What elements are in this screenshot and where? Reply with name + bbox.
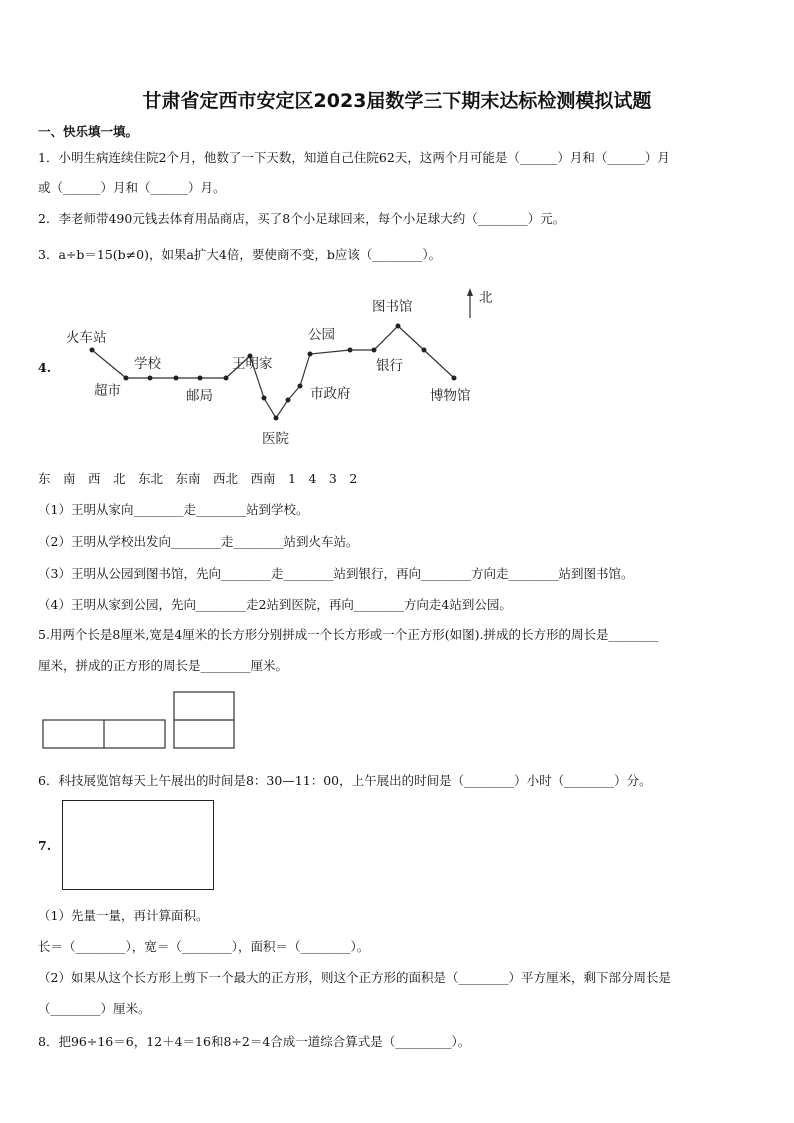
label-wangming-home: 王明家 bbox=[232, 356, 273, 372]
question-7-2-line-1: （2）如果从这个长方形上剪下一个最大的正方形，则这个正方形的面积是（________）平方厘米，剩下部分周长是 bbox=[38, 970, 671, 985]
question-7-1: （1）先量一量，再计算面积。 bbox=[38, 908, 209, 923]
measure-rectangle bbox=[62, 800, 214, 890]
question-7-1-answers: 长＝（________），宽＝（________），面积＝（________）。 bbox=[38, 939, 370, 954]
label-north: 北 bbox=[479, 290, 493, 306]
question-4-2: （2）王明从学校出发向________走________站到火车站。 bbox=[38, 534, 359, 549]
page-title: 甘肃省定西市安定区2023届数学三下期末达标检测模拟试题 bbox=[142, 90, 652, 112]
label-museum: 博物馆 bbox=[430, 388, 471, 404]
label-train-station: 火车站 bbox=[66, 330, 107, 346]
route-map bbox=[0, 280, 794, 450]
question-4-4: （4）王明从家到公园，先向________走2站到医院，再向________方向走4站到公园。 bbox=[38, 597, 512, 612]
label-school: 学校 bbox=[134, 356, 161, 372]
question-5-line-1: 5.用两个长是8厘米,宽是4厘米的长方形分别拼成一个长方形或一个正方形(如图).拼成的长方形的周长是________ bbox=[38, 627, 659, 642]
question-2: 2．李老师带490元钱去体育用品商店，买了8个小足球回来，每个小足球大约（________）元。 bbox=[38, 211, 566, 226]
question-4-1: （1）王明从家向________走________站到学校。 bbox=[38, 502, 309, 517]
question-4-3: （3）王明从公园到图书馆，先向________走________站到银行，再向________方向走________站到图书馆。 bbox=[38, 566, 634, 581]
question-1-line-1: 1．小明生病连续住院2个月，他数了一下天数，知道自己住院62天，这两个月可能是（______）月和（______）月 bbox=[38, 150, 670, 165]
section-heading: 一、快乐填一填。 bbox=[38, 124, 139, 139]
rectangle-figures bbox=[40, 690, 240, 750]
label-supermarket: 超市 bbox=[94, 383, 121, 399]
label-post-office: 邮局 bbox=[186, 388, 213, 404]
label-city-hall: 市政府 bbox=[310, 386, 351, 402]
question-3: 3．a÷b＝15(b≠0)，如果a扩大4倍，要使商不变，b应该（________）。 bbox=[38, 247, 442, 262]
question-7-2-line-2: （________）厘米。 bbox=[38, 1001, 151, 1016]
north-arrow-head bbox=[467, 288, 473, 296]
label-library: 图书馆 bbox=[372, 299, 413, 315]
question-8: 8．把96÷16＝6，12＋4＝16和8÷2＝4合成一道综合算式是（_________）。 bbox=[38, 1034, 471, 1049]
question-7-number: 7. bbox=[38, 838, 52, 853]
question-5-line-2: 厘米，拼成的正方形的周长是________厘米。 bbox=[38, 658, 289, 673]
label-park: 公园 bbox=[308, 327, 335, 343]
label-bank: 银行 bbox=[376, 358, 403, 374]
word-bank: 东 南 西 北 东北 东南 西北 西南 1 4 3 2 bbox=[38, 471, 358, 486]
question-4-number: 4. bbox=[38, 360, 52, 375]
question-1-line-2: 或（______）月和（______）月。 bbox=[38, 180, 226, 195]
question-6: 6．科技展览馆每天上午展出的时间是8：30—11：00，上午展出的时间是（________）小时（________）分。 bbox=[38, 773, 652, 788]
label-hospital: 医院 bbox=[262, 431, 289, 447]
